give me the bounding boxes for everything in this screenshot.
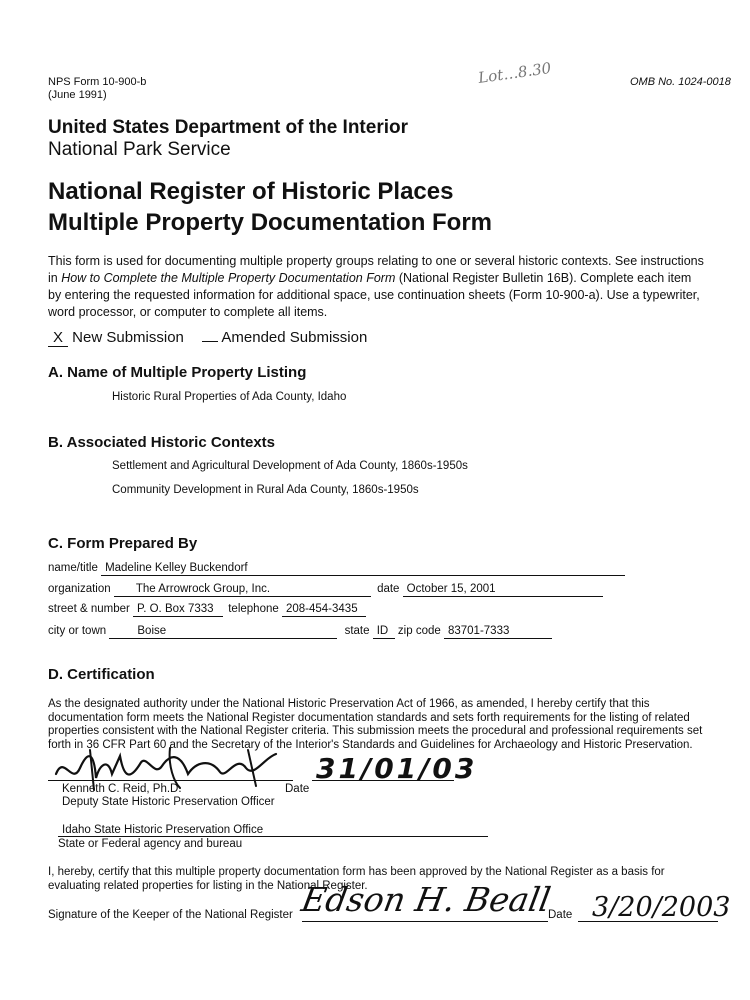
section-a-heading: A. Name of Multiple Property Listing bbox=[48, 364, 307, 381]
city-row bbox=[48, 624, 552, 639]
city-label: city or town bbox=[48, 625, 107, 637]
signer-name: Kenneth C. Reid, Ph.D. bbox=[62, 783, 182, 795]
signer-date-label: Date bbox=[285, 783, 310, 795]
keeper-signature-label: Signature of the Keeper of the National Register bbox=[48, 909, 293, 921]
city-field[interactable]: Boise bbox=[109, 624, 337, 639]
form-number: NPS Form 10-900-b bbox=[48, 76, 147, 88]
submission-type bbox=[48, 329, 367, 347]
name-title-row bbox=[48, 561, 625, 576]
historic-context-1: Settlement and Agricultural Development of Ada County, 1860s-1950s bbox=[112, 460, 468, 472]
keeper-date-label: Date bbox=[548, 909, 573, 921]
keeper-handwritten-signature: Edson H. Beall bbox=[298, 880, 554, 919]
agency-value: Idaho State Historic Preservation Office bbox=[62, 824, 264, 836]
section-c-heading: C. Form Prepared By bbox=[48, 535, 198, 552]
street-row bbox=[48, 602, 366, 617]
signature-line bbox=[48, 780, 293, 781]
form-date: (June 1991) bbox=[48, 89, 107, 101]
signer-title: Deputy State Historic Preservation Officer bbox=[62, 796, 275, 808]
keeper-signature-line bbox=[302, 921, 548, 922]
certification-statement: As the designated authority under the National Historic Preservation Act of 1966, as amended, I hereby certify that this documentation form meets the National Register documentation standards and sets forth requirements for the listing of related properties consistent with the National Register criteria. This submission meets the procedural and professional requirements set forth in 36 CFR Part 60 and the Secretary of the Interior's Standards and Guidelines for Archaeology and Historic Preservation. bbox=[48, 698, 703, 751]
section-d-heading: D. Certification bbox=[48, 666, 155, 683]
amended-submission-label: Amended Submission bbox=[221, 329, 368, 346]
zip-field[interactable]: 83701-7333 bbox=[444, 624, 552, 639]
zip-label: zip code bbox=[397, 625, 441, 637]
keeper-handwritten-date: 3/20/2003 bbox=[592, 892, 731, 923]
form-title-line1: National Register of Historic Places bbox=[48, 178, 454, 205]
department-heading: United States Department of the Interior bbox=[48, 117, 408, 138]
handwritten-note: Lot…8.30 bbox=[477, 58, 553, 88]
section-b-heading: B. Associated Historic Contexts bbox=[48, 434, 275, 451]
name-title-label: name/title bbox=[48, 562, 98, 574]
name-title-field[interactable]: Madeline Kelley Buckendorf bbox=[101, 561, 625, 576]
omb-number: OMB No. 1024-0018 bbox=[630, 76, 731, 88]
new-submission-label: New Submission bbox=[72, 329, 184, 346]
historic-context-2: Community Development in Rural Ada County, 1860s-1950s bbox=[112, 484, 419, 496]
date-label: date bbox=[377, 583, 400, 595]
street-field[interactable]: P. O. Box 7333 bbox=[133, 602, 223, 617]
form-title-line2: Multiple Property Documentation Form bbox=[48, 209, 493, 236]
organization-field[interactable]: The Arrowrock Group, Inc. bbox=[114, 582, 371, 597]
handwritten-certification-date: 31/01/03 bbox=[316, 752, 478, 785]
state-label: state bbox=[344, 625, 370, 637]
state-field[interactable]: ID bbox=[373, 624, 395, 639]
keeper-statement: I, hereby, certify that this multiple property documentation form has been approved by the National Register as a basis for evaluating related properties for listing in the National Register. bbox=[48, 866, 665, 892]
organization-label: organization bbox=[48, 583, 111, 595]
telephone-field[interactable]: 208-454-3435 bbox=[282, 602, 366, 617]
date-field[interactable]: October 15, 2001 bbox=[403, 582, 603, 597]
intro-paragraph: This form is used for documenting multiple property groups relating to one or several historic contexts. See instructions in How to Complete the Multiple Property Documentation Form (National Register Bulletin 16B). Complete each item by entering the requested information for additional space, use continuation sheets (Form 10-900-a). Use a typewriter, word processor, or computer to complete all items. bbox=[48, 254, 704, 319]
agency-line bbox=[58, 836, 488, 837]
street-label: street & number bbox=[48, 603, 130, 615]
amended-submission-checkbox[interactable] bbox=[202, 341, 218, 342]
organization-row bbox=[48, 582, 603, 597]
agency-label: State or Federal agency and bureau bbox=[58, 838, 243, 850]
new-submission-checkbox[interactable]: X bbox=[48, 330, 68, 347]
telephone-label: telephone bbox=[228, 603, 279, 615]
service-heading: National Park Service bbox=[48, 139, 231, 160]
property-listing-name: Historic Rural Properties of Ada County, Idaho bbox=[112, 391, 347, 403]
